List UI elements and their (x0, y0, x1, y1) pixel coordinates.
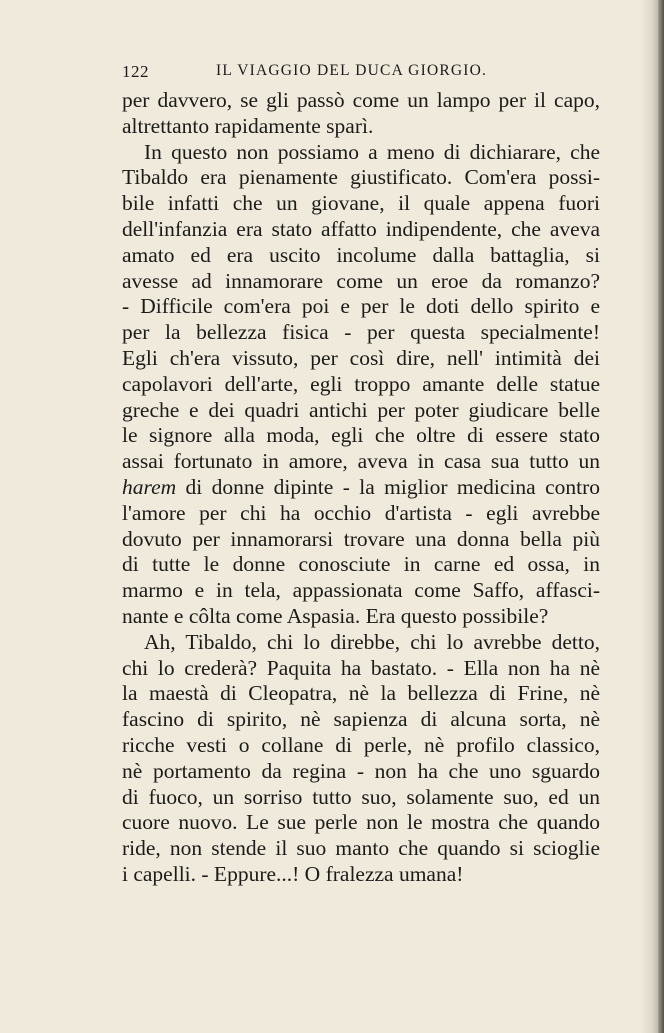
running-header (122, 62, 522, 86)
text-line: - Difficile com'era poi e per le doti dello spirito e (122, 294, 600, 319)
text-line: l'amore per chi ha occhio d'artista - egli avrebbe (122, 500, 600, 525)
text-line: dovuto per innamorarsi trovare una donna bella più (122, 526, 600, 551)
text-line: Tibaldo era pienamente giustificato. Com'era possi- (122, 165, 600, 190)
text-line: i capelli. - Eppure...! O fralezza umana! (122, 861, 464, 886)
text-line: per davvero, se gli passò come un lampo per il capo, (122, 88, 600, 112)
running-title: IL VIAGGIO DEL DUCA GIORGIO. (216, 62, 488, 79)
text-line: avesse ad innamorare come un eroe da romanzo? (122, 268, 600, 293)
text-line: chi lo crederà? Paquita ha bastato. - Ella non ha nè (122, 655, 600, 680)
text-line: assai fortunato in amore, aveva in casa sua tutto un (122, 449, 600, 474)
text-line: capolavori dell'arte, egli troppo amante delle statue (122, 371, 600, 396)
text-line: cuore nuovo. Le sue perle non le mostra che quando (122, 810, 600, 835)
text-line-italic-start: harem di donne dipinte - la miglior medicina contro (122, 474, 600, 499)
text-line: marmo e in tela, appassionata come Saffo, affasci- (122, 578, 600, 603)
text-line: bile infatti che un giovane, il quale appena fuori (122, 191, 600, 216)
text-line: per la bellezza fisica - per questa specialmente! (122, 320, 600, 345)
text-line: altrettanto rapidamente sparì. (122, 113, 374, 138)
page-number: 122 (122, 62, 149, 81)
text-line: greche e dei quadri antichi per poter giudicare belle (122, 397, 600, 422)
text-line: la maestà di Cleopatra, nè la bellezza di Frine, nè (122, 681, 600, 706)
text-line: dell'infanzia era stato affatto indipendente, che aveva (122, 216, 600, 241)
page-spine-shadow (658, 0, 664, 1033)
text-line: nè portamento da regina - non ha che uno sguardo (122, 758, 600, 783)
body-text (122, 88, 600, 888)
text-line: Egli ch'era vissuto, per così dire, nell' intimità dei (122, 345, 600, 370)
text-line: Ah, Tibaldo, chi lo direbbe, chi lo avrebbe detto, (144, 629, 600, 654)
italic-word: harem (122, 474, 177, 499)
text-line: In questo non possiamo a meno di dichiarare, che (144, 139, 600, 164)
text-line: fascino di spirito, nè sapienza di alcuna sorta, nè (122, 707, 600, 732)
text-line: nante e côlta come Aspasia. Era questo possibile? (122, 603, 549, 628)
text-line: ricche vesti o collane di perle, nè profilo classico, (122, 732, 600, 757)
text-line: le signore alla moda, egli che oltre di essere stato (122, 423, 600, 448)
text-line: di tutte le donne conosciute in carne ed ossa, in (122, 552, 600, 577)
text-line: amato ed era uscito incolume dalla battaglia, si (122, 242, 600, 267)
text-line: ride, non stende il suo manto che quando si scioglie (122, 836, 600, 861)
text-line: di fuoco, un sorriso tutto suo, solamente suo, ed un (122, 784, 600, 809)
